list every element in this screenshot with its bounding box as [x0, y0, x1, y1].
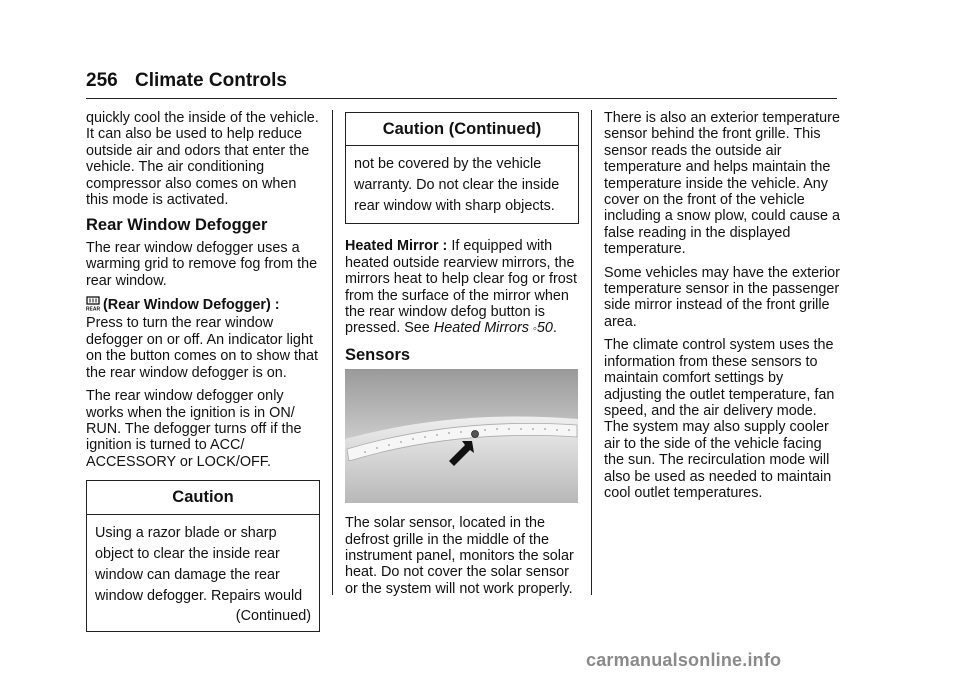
- caution-text: Using a razor blade or sharp object to clear the inside rear window can damage the rear window defogger. Repairs would: [95, 524, 303, 604]
- column-divider-2: [591, 110, 592, 595]
- intro-paragraph: quickly cool the inside of the vehicle. It can also be used to help reduce outside air and odors that enter the vehicle. The air conditioning compressor also comes on when this mode is activated.: [86, 110, 319, 209]
- page-reference-icon: ◦: [532, 323, 537, 336]
- heated-mirrors-page[interactable]: 50: [536, 320, 553, 337]
- mirror-sensor-paragraph: Some vehicles may have the exterior temperature sensor in the passenger side mirror instead of the front grille area.: [604, 264, 840, 330]
- sensors-heading: Sensors: [345, 345, 411, 364]
- defog-button-paragraph: [86, 296, 320, 381]
- solar-sensor-paragraph: The solar sensor, located in the defrost grille in the middle of the instrument panel, monitors the solar heat. Do not cover the solar sensor or the system will not work properly.: [345, 515, 574, 597]
- column-1: [86, 110, 320, 632]
- caution-title: Caution: [87, 481, 319, 514]
- exterior-sensor-paragraph: There is also an exterior temperature sensor behind the front grille. This sensor reads the outside air temperature and helps maintain the temperature inside the vehicle. Any cover on the front of the vehicle including a snow plow, could cause a false reading in the displayed temperature.: [604, 110, 840, 258]
- climate-system-paragraph: The climate control system uses the information from these sensors to maintain comfort settings by adjusting the outlet temperature, fan speed, and the air delivery mode. The system may also supply cooler air to the side of the vehicle facing the sun. The recirculation mode will also be used as needed to maintain cool outlet temperatures.: [604, 337, 835, 501]
- heated-mirror-paragraph: Heated Mirror : If equipped with heated outside rearview mirrors, the mirrors heat to help clear fog or frost from the surface of the mirror when the rear window defog button is pressed. See Heated Mirrors ◦50.: [345, 238, 577, 337]
- svg-text:REAR: REAR: [86, 306, 100, 312]
- column-divider-1: [332, 110, 333, 595]
- solar-sensor-image: [345, 369, 578, 503]
- rear-defog-icon: [86, 296, 100, 315]
- heated-mirrors-link[interactable]: Heated Mirrors: [433, 320, 529, 337]
- caution-continued: (Continued): [235, 607, 311, 624]
- page-header: [86, 70, 287, 92]
- column-2: [345, 102, 579, 604]
- section-title: Climate Controls: [134, 70, 288, 91]
- rear-defogger-paragraph: The rear window defogger uses a warming grid to remove fog from the rear window.: [86, 239, 318, 289]
- rear-defogger-heading: Rear Window Defogger: [86, 216, 268, 235]
- header-rule: [86, 98, 837, 99]
- defogger-ignition-paragraph: The rear window defogger only works when the ignition is in ON/ RUN. The defogger turns off if the ignition is turned to ACC/ ACCESSORY or LOCK/OFF.: [86, 388, 302, 470]
- caution-continued-title: Caution (Continued): [346, 113, 578, 146]
- heated-mirror-text: If equipped with heated outside rearview mirrors, the mirrors heat to help clear fog or frost from the surface of the mirror when the rear window defog button is pressed. See: [345, 238, 577, 337]
- caution-box: [86, 480, 320, 631]
- caution-continued-text: not be covered by the vehicle warranty. Do not clear the inside rear window with sharp objects.: [354, 156, 560, 215]
- caution-continued-box: [345, 112, 579, 224]
- column-3: [604, 110, 840, 508]
- heated-mirror-label: Heated Mirror :: [345, 238, 448, 255]
- defog-text: Press to turn the rear window defogger on or off. An indicator light on the button comes on to show that the rear window defogger is on.: [86, 315, 318, 381]
- solar-sensor: [472, 431, 479, 438]
- page-number: 256: [86, 70, 118, 91]
- watermark: carmanualsonline.info: [586, 650, 782, 670]
- defog-label: (Rear Window Defogger) :: [103, 297, 280, 314]
